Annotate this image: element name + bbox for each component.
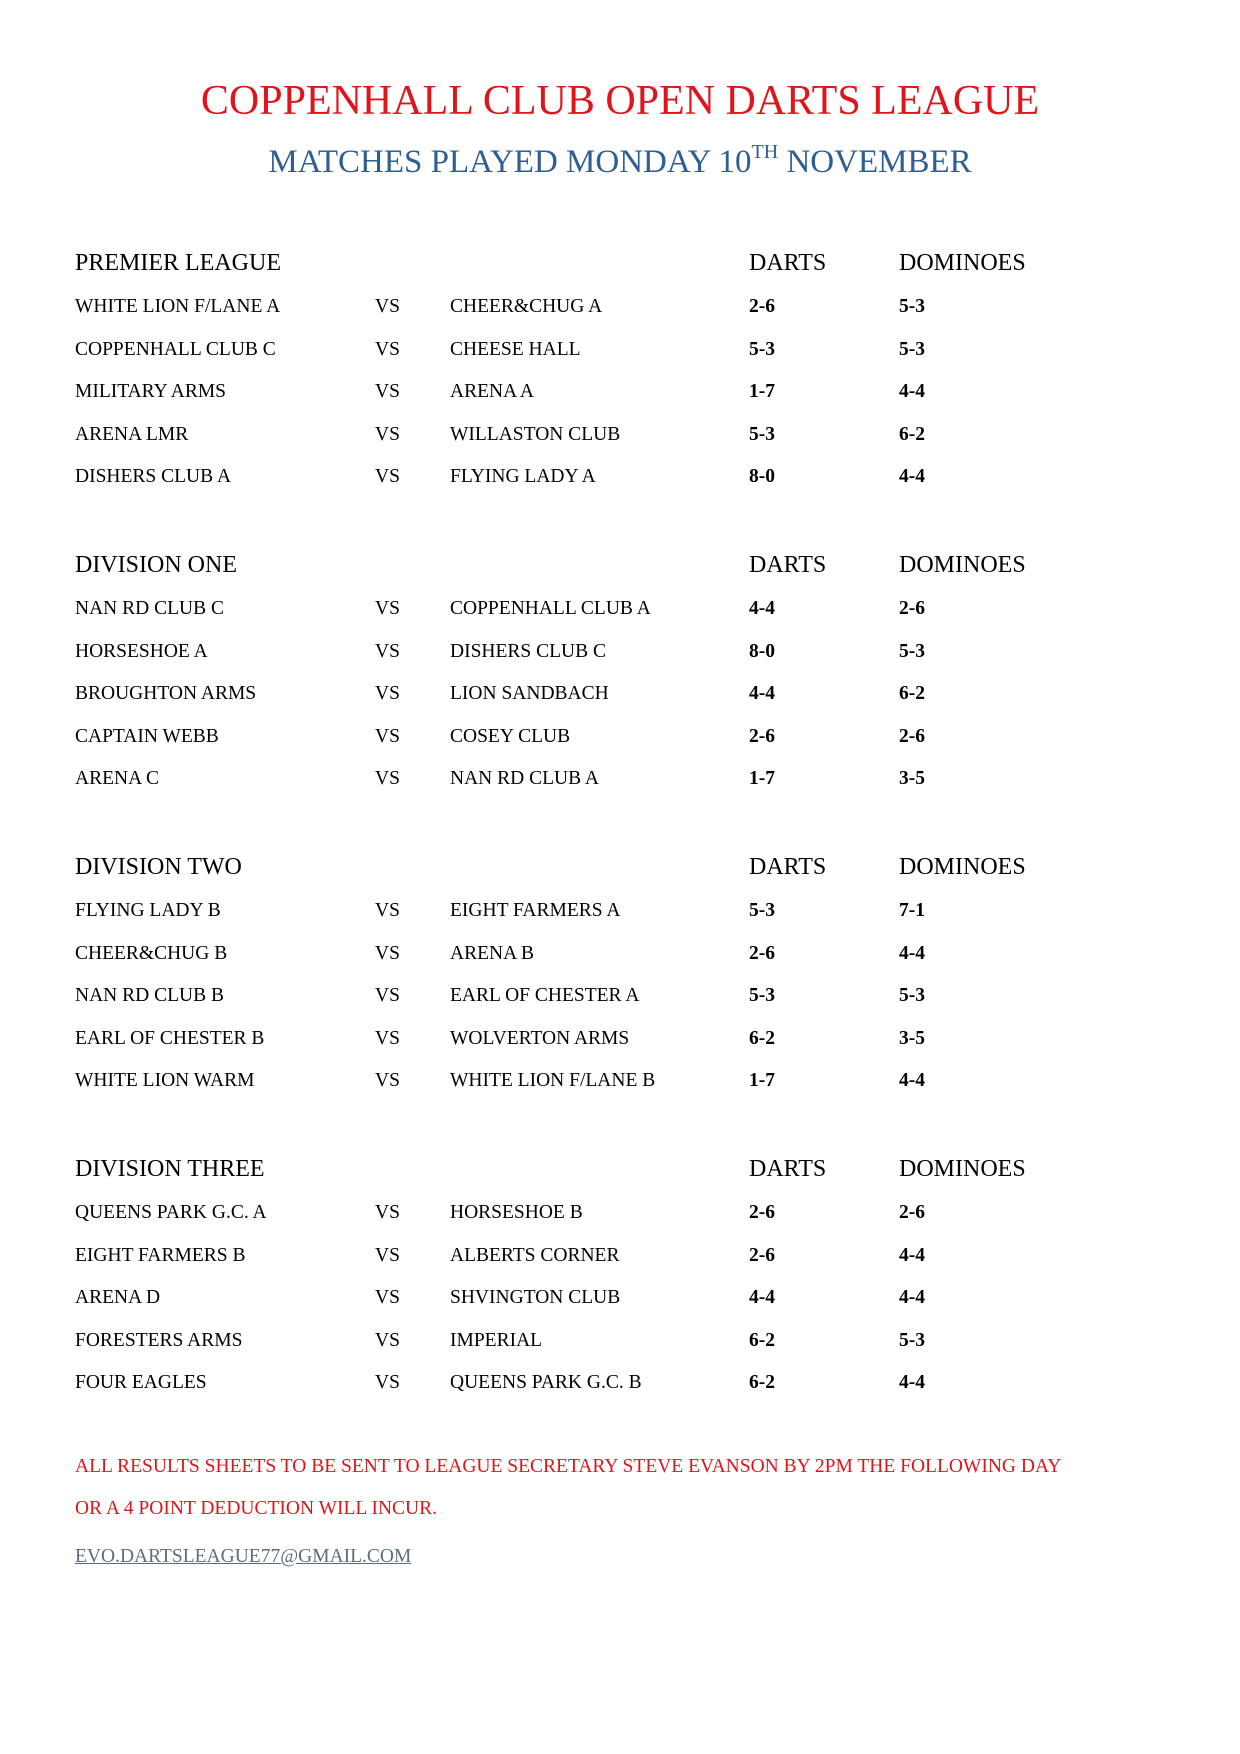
darts-score: 5-3 [749,900,775,921]
versus-label: VS [375,1329,400,1351]
secretary-email-link[interactable]: EVO.DARTSLEAGUE77@GMAIL.COM [75,1546,412,1567]
home-team: FLYING LADY B [75,900,221,921]
away-team: FLYING LADY A [450,466,596,487]
match-row [0,292,1240,322]
away-team: EARL OF CHESTER A [450,985,640,1006]
home-team: DISHERS CLUB A [75,466,232,487]
away-team: WOLVERTON ARMS [450,1027,630,1049]
away-team: ALBERTS CORNER [450,1244,620,1266]
darts-score: 6-2 [749,1329,775,1351]
dominoes-score: 4-4 [899,1070,925,1091]
versus-label: VS [375,768,400,789]
away-team: CHEER&CHUG A [450,296,603,317]
darts-column-header: DARTS [749,250,827,276]
match-row [0,335,1240,365]
away-team: DISHERS CLUB C [450,640,607,662]
match-row [0,1283,1240,1313]
darts-score: 6-2 [749,1027,775,1049]
dominoes-column-header: DOMINOES [899,552,1026,578]
home-team: BROUGHTON ARMS [75,683,257,704]
versus-label: VS [375,683,400,704]
darts-score: 4-4 [749,598,775,619]
dominoes-score: 4-4 [899,942,925,964]
home-team: ARENA D [75,1287,161,1308]
match-row [0,896,1240,926]
versus-label: VS [375,942,400,964]
versus-label: VS [375,900,400,921]
darts-score: 2-6 [749,1244,775,1266]
home-team: FOUR EAGLES [75,1372,207,1393]
section-heading: PREMIER LEAGUE [75,250,281,276]
versus-label: VS [375,296,400,317]
match-row [0,939,1240,969]
subtitle-text: MATCHES PLAYED MONDAY 10 [268,144,752,180]
home-team: CAPTAIN WEBB [75,725,219,747]
dominoes-score: 4-4 [899,1372,925,1393]
away-team: HORSESHOE B [450,1202,583,1223]
match-row [0,594,1240,624]
match-row [0,1241,1240,1271]
versus-label: VS [375,725,400,747]
away-team: CHEESE HALL [450,338,581,360]
home-team: ARENA LMR [75,423,189,445]
darts-score: 8-0 [749,640,775,662]
home-team: FORESTERS ARMS [75,1329,243,1351]
home-team: EIGHT FARMERS B [75,1244,246,1266]
dominoes-score: 5-3 [899,338,925,360]
darts-score: 2-6 [749,1202,775,1223]
dominoes-column-header: DOMINOES [899,854,1026,880]
section-heading: DIVISION TWO [75,854,242,880]
away-team: WILLASTON CLUB [450,423,621,445]
home-team: EARL OF CHESTER B [75,1027,265,1049]
match-row [0,1326,1240,1356]
page-subtitle [0,141,1240,183]
darts-score: 4-4 [749,683,775,704]
darts-score: 2-6 [749,725,775,747]
darts-score: 8-0 [749,466,775,487]
darts-score: 4-4 [749,1287,775,1308]
notice-line-1: ALL RESULTS SHEETS TO BE SENT TO LEAGUE SECRETARY STEVE EVANSON BY 2PM THE FOLLOWING DAY [75,1456,1062,1477]
home-team: NAN RD CLUB C [75,598,224,619]
dominoes-score: 6-2 [899,423,925,445]
versus-label: VS [375,423,400,445]
dominoes-score: 5-3 [899,296,925,317]
dominoes-score: 3-5 [899,1027,925,1049]
versus-label: VS [375,1070,400,1091]
subtitle-month: NOVEMBER [778,144,972,180]
darts-score: 2-6 [749,296,775,317]
versus-label: VS [375,1202,400,1223]
home-team: WHITE LION WARM [75,1070,255,1091]
notice-line-2: OR A 4 POINT DEDUCTION WILL INCUR. [75,1498,438,1519]
versus-label: VS [375,466,400,487]
match-row [0,981,1240,1011]
away-team: COPPENHALL CLUB A [450,598,651,619]
home-team: QUEENS PARK G.C. A [75,1202,267,1223]
dominoes-score: 4-4 [899,381,925,402]
away-team: SHVINGTON CLUB [450,1287,621,1308]
page-title: COPPENHALL CLUB OPEN DARTS LEAGUE [200,78,1040,124]
match-row [0,462,1240,492]
section-heading: DIVISION THREE [75,1156,265,1182]
away-team: ARENA A [450,381,534,402]
darts-score: 1-7 [749,1070,775,1091]
match-row [0,679,1240,709]
dominoes-score: 4-4 [899,1244,925,1266]
dominoes-score: 2-6 [899,598,925,619]
home-team: WHITE LION F/LANE A [75,296,281,317]
section-heading: DIVISION ONE [75,552,237,578]
versus-label: VS [375,985,400,1006]
dominoes-column-header: DOMINOES [899,1156,1026,1182]
darts-score: 5-3 [749,338,775,360]
darts-score: 2-6 [749,942,775,964]
dominoes-column-header: DOMINOES [899,250,1026,276]
dominoes-score: 2-6 [899,1202,925,1223]
versus-label: VS [375,640,400,662]
dominoes-score: 3-5 [899,768,925,789]
away-team: IMPERIAL [450,1329,543,1351]
away-team: LION SANDBACH [450,683,609,704]
match-row [0,1368,1240,1398]
match-row [0,722,1240,752]
dominoes-score: 4-4 [899,466,925,487]
dominoes-score: 5-3 [899,640,925,662]
versus-label: VS [375,338,400,360]
versus-label: VS [375,598,400,619]
home-team: HORSESHOE A [75,640,208,662]
darts-score: 5-3 [749,985,775,1006]
away-team: COSEY CLUB [450,725,571,747]
match-row [0,1066,1240,1096]
match-row [0,1198,1240,1228]
away-team: ARENA B [450,942,534,964]
dominoes-score: 4-4 [899,1287,925,1308]
home-team: ARENA C [75,768,159,789]
home-team: COPPENHALL CLUB C [75,338,276,360]
versus-label: VS [375,1287,400,1308]
dominoes-score: 5-3 [899,1329,925,1351]
versus-label: VS [375,1372,400,1393]
versus-label: VS [375,381,400,402]
match-row [0,637,1240,667]
darts-score: 5-3 [749,423,775,445]
darts-column-header: DARTS [749,552,827,578]
versus-label: VS [375,1027,400,1049]
away-team: NAN RD CLUB A [450,768,599,789]
away-team: QUEENS PARK G.C. B [450,1372,642,1393]
darts-score: 6-2 [749,1372,775,1393]
dominoes-score: 7-1 [899,900,925,921]
darts-column-header: DARTS [749,1156,827,1182]
versus-label: VS [375,1244,400,1266]
darts-score: 1-7 [749,381,775,402]
subtitle-ordinal-suffix: TH [751,141,779,163]
away-team: WHITE LION F/LANE B [450,1070,656,1091]
match-row [0,764,1240,794]
home-team: CHEER&CHUG B [75,942,228,964]
darts-score: 1-7 [749,768,775,789]
dominoes-score: 2-6 [899,725,925,747]
match-row [0,420,1240,450]
darts-column-header: DARTS [749,854,827,880]
away-team: EIGHT FARMERS A [450,900,621,921]
dominoes-score: 6-2 [899,683,925,704]
home-team: MILITARY ARMS [75,381,227,402]
dominoes-score: 5-3 [899,985,925,1006]
home-team: NAN RD CLUB B [75,985,224,1006]
match-row [0,377,1240,407]
match-row [0,1024,1240,1054]
